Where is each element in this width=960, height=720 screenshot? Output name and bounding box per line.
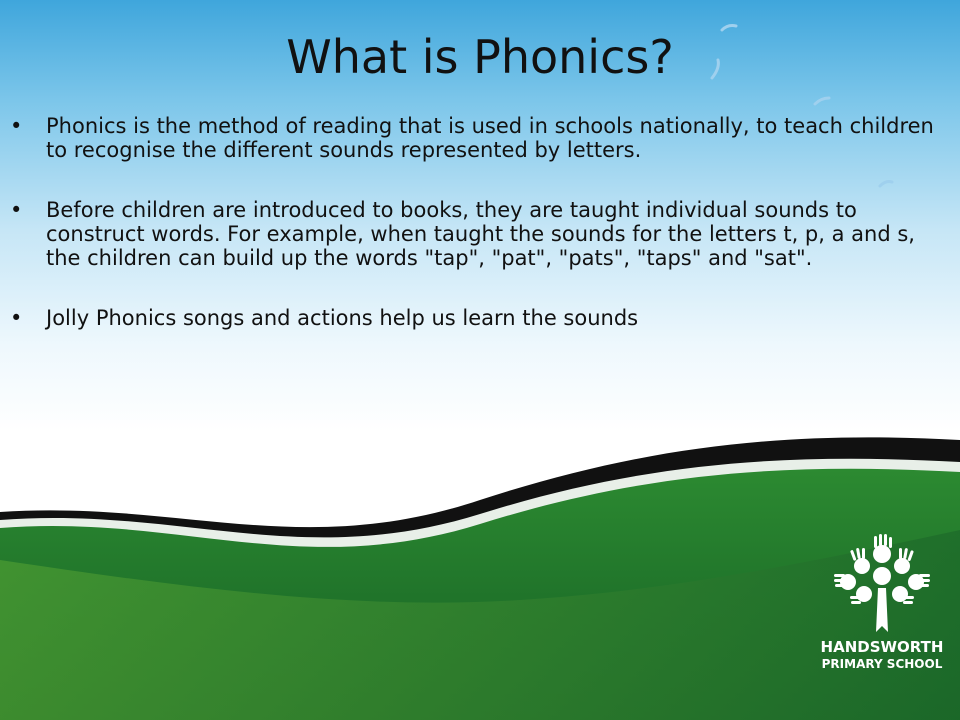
hands-tree-icon bbox=[812, 532, 952, 642]
bullet-marker: • bbox=[10, 306, 23, 330]
bullet-item bbox=[10, 198, 940, 270]
slide-title: What is Phonics? bbox=[286, 30, 674, 84]
bullet-marker: • bbox=[10, 114, 23, 138]
logo-school-type: PRIMARY SCHOOL bbox=[821, 657, 943, 671]
bullet-list bbox=[10, 114, 940, 366]
school-logo bbox=[812, 532, 952, 682]
bullet-text: Before children are introduced to books, they are taught individual sounds to construct words. For example, when taught the sounds for the letters t, p, a and s, the children can build up the words "tap", "pat", "pats", "taps" and "sat". bbox=[46, 198, 915, 270]
bullet-item bbox=[10, 114, 940, 162]
bullet-text: Jolly Phonics songs and actions help us learn the sounds bbox=[46, 306, 639, 330]
logo-school-name: HANDSWORTH bbox=[820, 638, 944, 656]
bullet-text: Phonics is the method of reading that is used in schools nationally, to teach children to recognise the different sounds represented by letters. bbox=[46, 114, 934, 162]
bullet-item bbox=[10, 306, 940, 330]
bullet-marker: • bbox=[10, 198, 23, 222]
